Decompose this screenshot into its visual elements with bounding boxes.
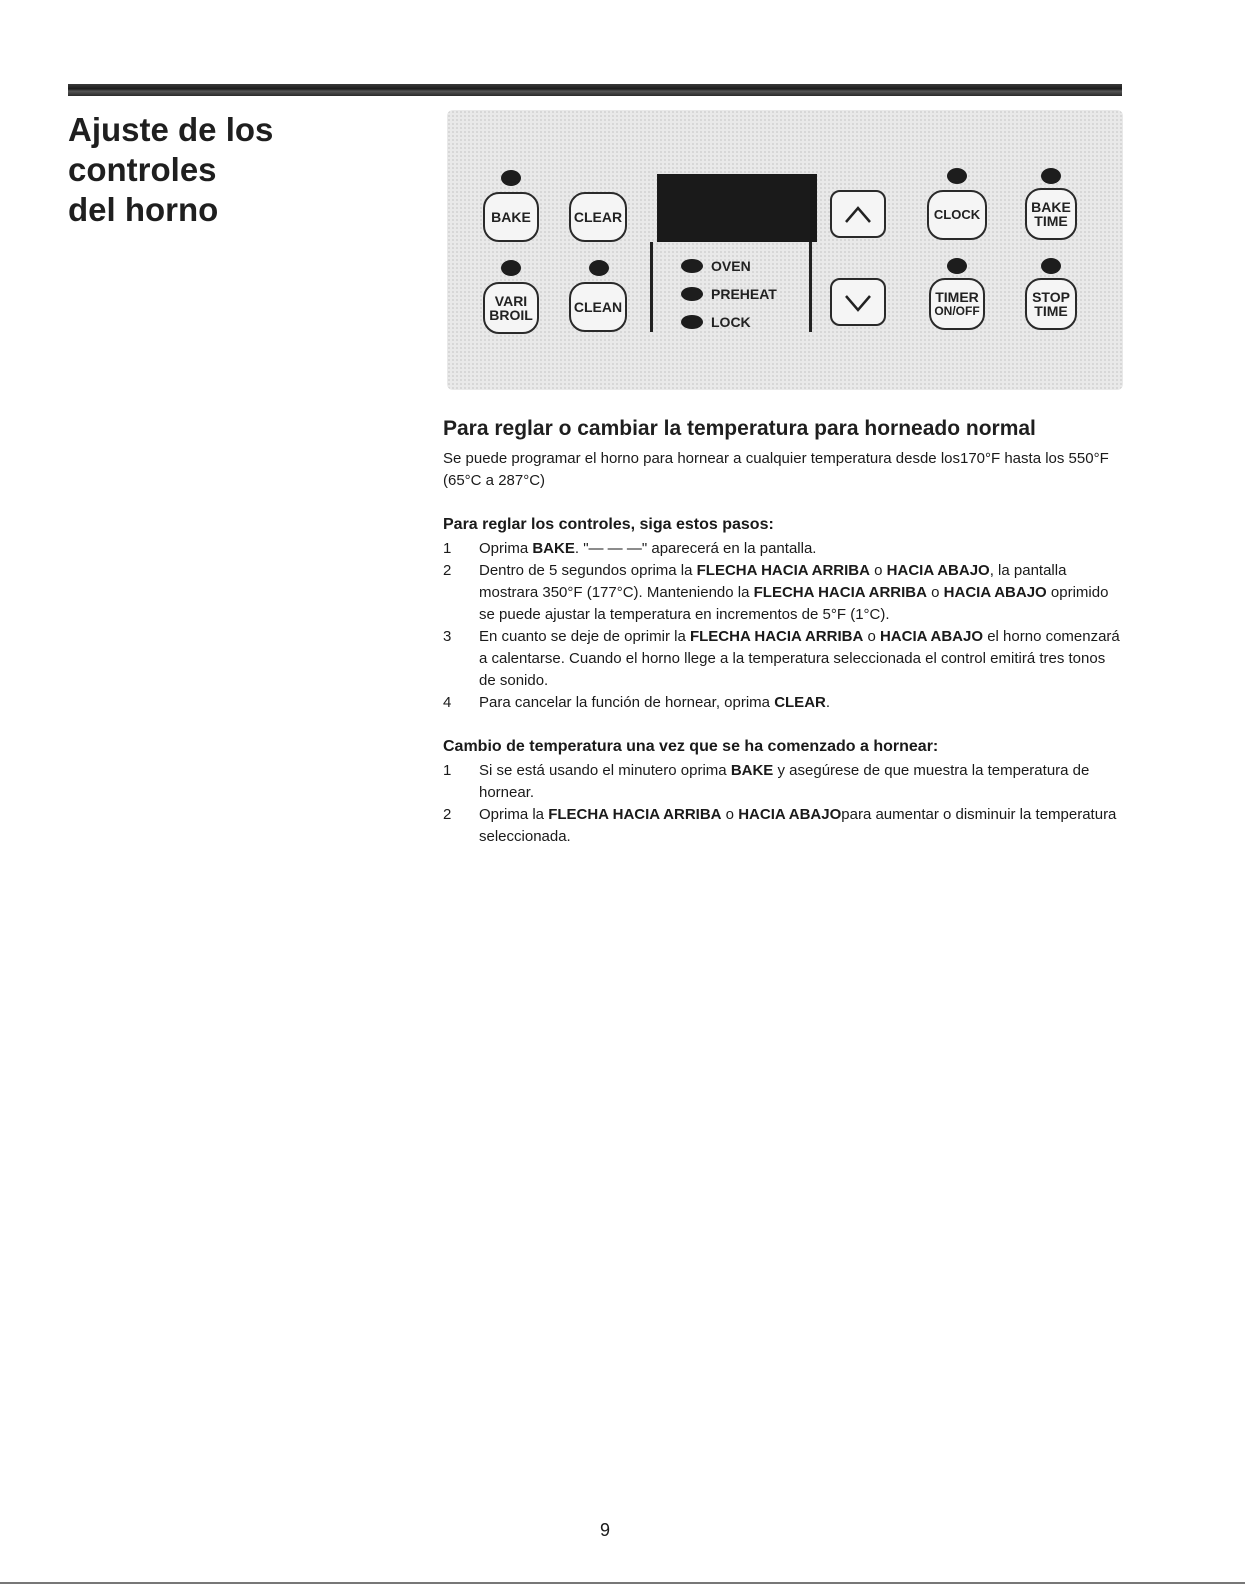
step-number: 2 [443,562,452,579]
list-item [443,560,1123,626]
oven-display [657,174,817,242]
oven-control-panel [447,110,1123,390]
page-title-line-2: del horno [68,191,219,228]
lock-indicator-light [681,315,703,329]
clear-button[interactable] [569,192,627,242]
step-number: 1 [443,540,452,557]
step-text: En cuanto se deje de oprimir la FLECHA HACIA ARRIBA o HACIA ABAJO el horno comenzará a calentarse. Cuando el horno llege a la temperatura seleccionada el control emitirá tres tonos de sonido. [479,628,1120,689]
oven-indicator [681,258,751,274]
bottom-rule [0,1582,1245,1584]
clean-button-label: CLEAN [573,299,623,315]
list-item [443,626,1123,692]
page-title-line-1: Ajuste de los controles [68,111,274,188]
step-text: Para cancelar la función de hornear, oprima CLEAR. [479,694,831,711]
list-item [443,538,1123,560]
bake-button-label: BAKE [491,209,531,225]
step-number: 2 [443,806,452,823]
down-arrow-icon [832,280,884,324]
vari-broil-led [501,260,521,276]
timer-label-2: ON/OFF [934,304,980,318]
step-number: 4 [443,694,452,711]
down-arrow-button[interactable] [830,278,886,326]
bake-button[interactable] [483,192,539,242]
clean-button[interactable] [569,282,627,332]
timer-on-off-button[interactable] [929,278,985,330]
top-rule [68,84,1122,96]
up-arrow-button[interactable] [830,190,886,238]
timer-label-1: TIMER [935,289,979,305]
bake-time-label-2: TIME [1034,213,1068,229]
list-item [443,692,1123,714]
section-heading-normal-bake: Para reglar o cambiar la temperatura para horneado normal [443,417,1036,440]
clock-led [947,168,967,184]
clock-button-label: CLOCK [933,207,981,222]
oven-indicator-light [681,259,703,273]
vari-broil-label-2: BROIL [489,307,533,323]
preheat-indicator [681,286,777,302]
bake-time-led [1041,168,1061,184]
preheat-indicator-label: PREHEAT [711,286,777,302]
bake-time-label-1: BAKE [1031,199,1071,215]
vari-broil-label-1: VARI [494,293,528,309]
lock-indicator-label: LOCK [711,314,751,330]
bake-led [501,170,521,186]
page-number: 9 [599,1520,610,1540]
step-text: Dentro de 5 segundos oprima la FLECHA HACIA ARRIBA o HACIA ABAJO, la pantalla mostrara 350°F (177°C). Manteniendo la FLECHA HACIA ARRIBA o HACIA ABAJO oprimido se puede ajustar la temperatura en incrementos de 5°F (1°C). [479,562,1109,623]
stop-time-label-1: STOP [1032,289,1070,305]
timer-led [947,258,967,274]
stop-time-button[interactable] [1025,278,1077,330]
step-text: Oprima la FLECHA HACIA ARRIBA o HACIA ABAJOpara aumentar o disminuir la temperatura seleccionada. [479,806,1117,845]
page-title [68,110,428,230]
oven-indicator-label: OVEN [711,258,751,274]
stop-time-led [1041,258,1061,274]
bake-time-button[interactable] [1025,188,1077,240]
clock-button[interactable] [927,190,987,240]
list-item [443,760,1123,804]
display-left-divider [650,242,653,332]
step-text: Oprima BAKE. "— — —" aparecerá en la pantalla. [479,540,817,557]
display-right-divider [809,242,812,332]
step-text: Si se está usando el minutero oprima BAKE y asegúrese de que muestra la temperatura de hornear. [479,762,1090,801]
steps-heading: Para reglar los controles, siga estos pasos: [443,516,774,533]
preheat-indicator-light [681,287,703,301]
stop-time-label-2: TIME [1034,303,1068,319]
intro-paragraph: Se puede programar el horno para hornear a cualquier temperatura desde los170°F hasta los 550°F (65°C a 287°C) [443,450,1109,489]
step-number: 1 [443,762,452,779]
instructions [443,416,1123,848]
change-temperature-heading: Cambio de temperatura una vez que se ha comenzado a hornear: [443,738,939,755]
clear-button-label: CLEAR [573,209,623,225]
vari-broil-button[interactable] [483,282,539,334]
clean-led [589,260,609,276]
list-item [443,804,1123,848]
lock-indicator [681,314,751,330]
step-number: 3 [443,628,452,645]
up-arrow-icon [832,192,884,236]
